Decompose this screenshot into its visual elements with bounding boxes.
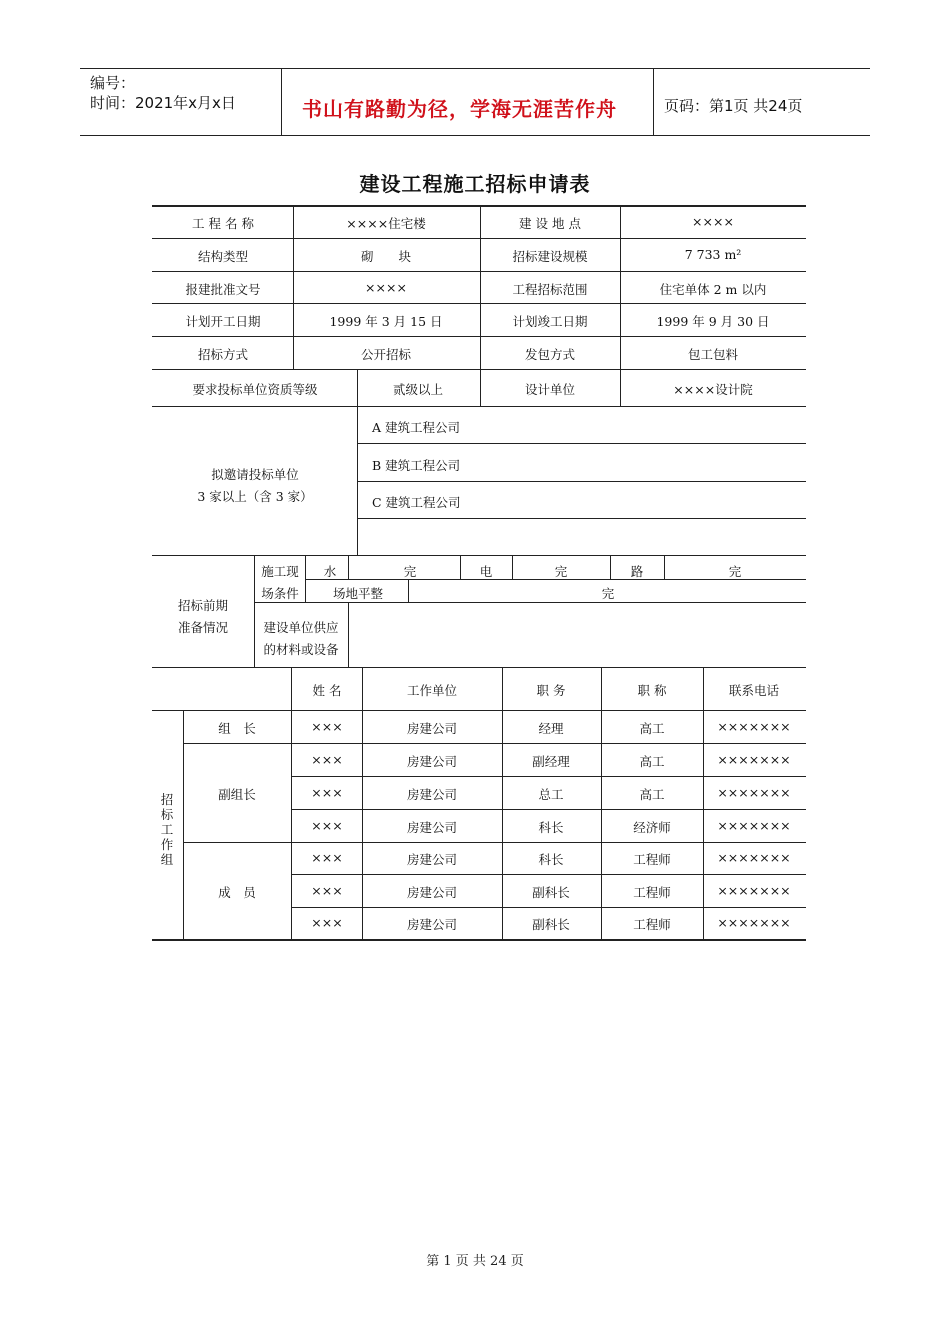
member-duty: 经理 <box>538 721 564 736</box>
role-leader: 组 长 <box>218 721 256 736</box>
member-title: 工程师 <box>633 885 671 900</box>
road-status: 完 <box>728 564 742 579</box>
member-phone: ××××××× <box>717 818 791 833</box>
member-phone: ××××××× <box>717 752 791 767</box>
approval-number-value: ×××× <box>365 280 407 295</box>
col-line <box>620 205 621 406</box>
tender-scale-label: 招标建设规模 <box>512 249 588 264</box>
member-name: ××× <box>311 719 343 734</box>
row-line <box>291 907 806 908</box>
member-name: ××× <box>311 883 343 898</box>
tender-range-value: 住宅单体 2 m 以内 <box>659 282 767 297</box>
col-line <box>348 555 349 579</box>
col-line <box>601 667 602 940</box>
member-name: ××× <box>311 752 343 767</box>
member-unit: 房建公司 <box>406 820 458 835</box>
col-line <box>291 667 292 940</box>
member-unit: 房建公司 <box>406 917 458 932</box>
qualification-label: 要求投标单位资质等级 <box>192 382 318 397</box>
design-unit-label: 设计单位 <box>524 382 576 397</box>
power-label: 电 <box>479 564 493 579</box>
member-phone: ××××××× <box>717 785 791 800</box>
role-deputy: 副组长 <box>218 787 256 802</box>
row-line <box>152 555 806 556</box>
construction-site-label: 建 设 地 点 <box>519 216 581 231</box>
col-line <box>348 602 349 667</box>
row-line <box>152 667 806 668</box>
construction-site-value: ×××× <box>692 214 734 229</box>
member-duty: 总工 <box>538 787 564 802</box>
planned-finish-value: 1999 年 9 月 30 日 <box>656 314 770 329</box>
member-title: 工程师 <box>633 917 671 932</box>
invited-company-b: B 建筑工程公司 <box>372 458 461 473</box>
col-line <box>183 710 184 940</box>
row-line <box>152 710 806 711</box>
approval-number-label: 报建批准文号 <box>185 282 261 297</box>
col-line <box>664 555 665 579</box>
col-line <box>703 667 704 940</box>
header-bottom-rule <box>80 135 870 136</box>
member-title: 高工 <box>639 721 665 736</box>
header-divider-right <box>653 68 654 136</box>
tender-range-label: 工程招标范围 <box>512 282 588 297</box>
member-unit: 房建公司 <box>406 754 458 769</box>
member-phone: ××××××× <box>717 883 791 898</box>
doc-number-label: 编号： <box>90 74 136 92</box>
team-header-duty: 职 务 <box>536 683 566 698</box>
structure-type-value: 砌 块 <box>360 249 412 264</box>
team-header-phone: 联系电话 <box>728 683 780 698</box>
team-header-unit: 工作单位 <box>406 683 458 698</box>
supply-label-line1: 建设单位供应 <box>263 620 339 635</box>
page-footer: 第 1 页 共 24 页 <box>426 1254 524 1269</box>
table-top-border <box>152 205 806 207</box>
col-line <box>254 555 255 667</box>
member-phone: ××××××× <box>717 915 791 930</box>
col-line <box>502 667 503 940</box>
road-label: 路 <box>630 564 644 579</box>
project-name-label: 工 程 名 称 <box>192 216 254 231</box>
design-unit-value: ××××设计院 <box>673 382 753 397</box>
tender-method-label: 招标方式 <box>197 347 249 362</box>
member-unit: 房建公司 <box>406 852 458 867</box>
header-divider-left <box>281 68 282 136</box>
tender-scale-value: 7 733 m² <box>684 247 742 262</box>
water-status: 完 <box>403 564 417 579</box>
col-line <box>460 555 461 579</box>
invited-company-c: C 建筑工程公司 <box>372 495 461 510</box>
header-motto: 书山有路勤为径，学海无涯苦作舟 <box>302 97 617 121</box>
power-status: 完 <box>554 564 568 579</box>
member-name: ××× <box>311 818 343 833</box>
planned-start-label: 计划开工日期 <box>185 314 261 329</box>
member-title: 高工 <box>639 754 665 769</box>
planned-finish-label: 计划竣工日期 <box>512 314 588 329</box>
site-condition-label-line2: 场条件 <box>261 586 299 601</box>
col-line <box>362 667 363 940</box>
col-line <box>357 369 358 406</box>
contract-method-value: 包工包料 <box>687 347 739 362</box>
site-condition-label-line1: 施工现 <box>261 564 299 579</box>
header-top-rule <box>80 68 870 69</box>
col-line <box>408 579 409 602</box>
invite-label-line1: 拟邀请投标单位 <box>211 467 299 482</box>
col-line <box>293 205 294 369</box>
row-line <box>152 303 806 304</box>
col-line <box>512 555 513 579</box>
member-phone: ××××××× <box>717 850 791 865</box>
row-line <box>183 743 806 744</box>
form-title: 建设工程施工招标申请表 <box>359 172 591 196</box>
water-label: 水 <box>323 564 337 579</box>
member-duty: 副科长 <box>532 885 570 900</box>
row-line <box>291 776 806 777</box>
member-unit: 房建公司 <box>406 787 458 802</box>
planned-start-value: 1999 年 3 月 15 日 <box>329 314 443 329</box>
row-line <box>152 238 806 239</box>
leveling-label: 场地平整 <box>332 586 384 601</box>
contract-method-label: 发包方式 <box>524 347 576 362</box>
row-line <box>152 369 806 370</box>
project-name-value: ××××住宅楼 <box>346 216 426 231</box>
row-line <box>183 842 806 843</box>
prep-label-line1: 招标前期 <box>177 598 229 613</box>
member-unit: 房建公司 <box>406 885 458 900</box>
col-line <box>480 205 481 406</box>
member-duty: 科长 <box>538 820 564 835</box>
doc-date-label: 时间：2021年x月x日 <box>90 94 236 112</box>
team-header-title: 职 称 <box>637 683 667 698</box>
member-name: ××× <box>311 915 343 930</box>
member-name: ××× <box>311 850 343 865</box>
member-duty: 副经理 <box>532 754 570 769</box>
member-title: 工程师 <box>633 852 671 867</box>
row-line <box>152 271 806 272</box>
team-header-name: 姓 名 <box>312 683 342 698</box>
member-duty: 副科长 <box>532 917 570 932</box>
invite-label-line2: 3 家以上（含 3 家） <box>197 489 313 504</box>
member-phone: ××××××× <box>717 719 791 734</box>
structure-type-label: 结构类型 <box>197 249 249 264</box>
row-line <box>357 518 806 519</box>
member-title: 高工 <box>639 787 665 802</box>
team-group-label: 招 标 工 作 组 <box>160 792 174 867</box>
row-line <box>357 443 806 444</box>
role-member: 成 员 <box>218 885 256 900</box>
row-line <box>152 336 806 337</box>
member-duty: 科长 <box>538 852 564 867</box>
table-bottom-border <box>152 939 806 941</box>
row-line <box>291 874 806 875</box>
member-title: 经济师 <box>633 820 671 835</box>
row-line <box>152 406 806 407</box>
member-unit: 房建公司 <box>406 721 458 736</box>
row-line <box>291 809 806 810</box>
qualification-value: 贰级以上 <box>392 382 444 397</box>
page-info: 页码：第1页 共24页 <box>664 97 803 115</box>
invited-company-a: A 建筑工程公司 <box>372 420 461 435</box>
member-name: ××× <box>311 785 343 800</box>
row-line <box>254 602 806 603</box>
prep-label-line2: 准备情况 <box>177 620 229 635</box>
tender-method-value: 公开招标 <box>360 347 412 362</box>
row-line <box>357 481 806 482</box>
supply-label-line2: 的材料或设备 <box>263 642 339 657</box>
col-line <box>610 555 611 579</box>
leveling-status: 完 <box>601 586 615 601</box>
